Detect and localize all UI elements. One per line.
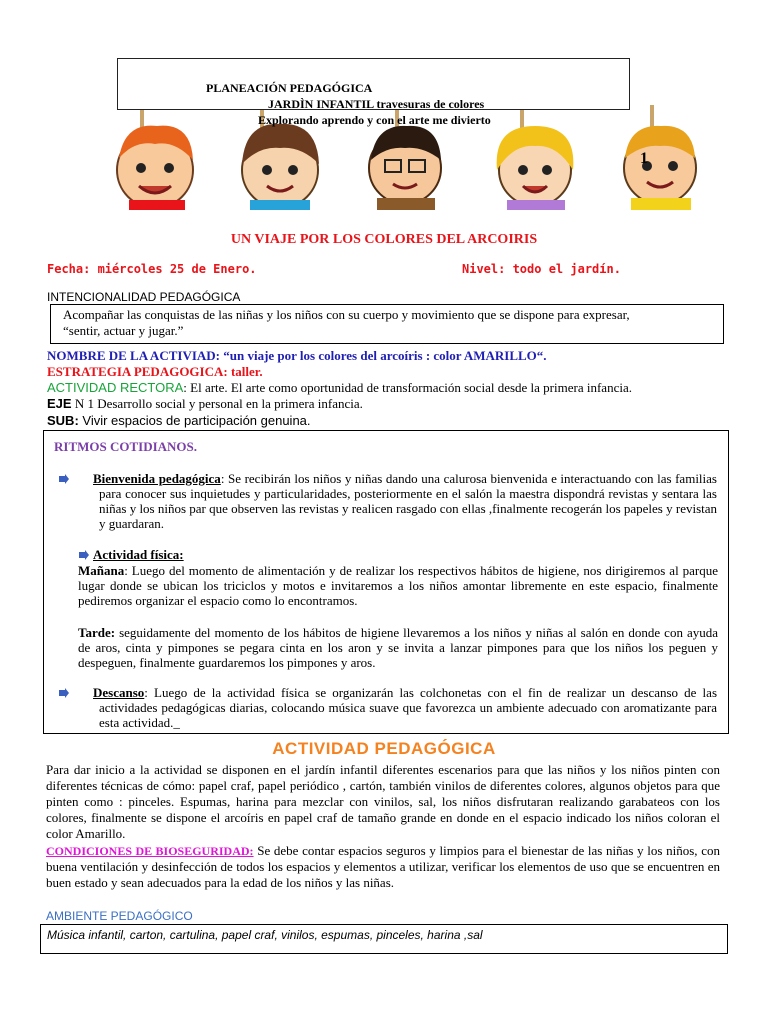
eje-text: N 1 Desarrollo social y personal en la primera infancia.: [71, 396, 363, 411]
actividad-pedagogica-title: ACTIVIDAD PEDAGÓGICA: [272, 739, 496, 758]
ambiente-label: AMBIENTE PEDAGÓGICO: [46, 909, 193, 923]
actividad-rectora: [47, 380, 632, 396]
fisica-label: Actividad física:: [93, 547, 184, 562]
intencionalidad-label: INTENCIONALIDAD PEDAGÓGICA: [47, 290, 241, 304]
page-title: UN VIAJE POR LOS COLORES DEL ARCOIRIS: [230, 232, 538, 247]
arrow-bullet-icon: [79, 548, 89, 558]
eje-label: EJE: [47, 396, 72, 411]
descanso-paragraph: [93, 685, 717, 730]
fisica-heading: [79, 547, 184, 563]
ambiente-box: [40, 924, 728, 954]
arrow-bullet-icon: [79, 472, 89, 482]
actividad-rectora-label: ACTIVIDAD RECTORA: [47, 380, 184, 395]
banner-line-3: Explorando aprendo y con el arte me divierto: [258, 113, 491, 127]
bienvenida-label: Bienvenida pedagógica: [93, 471, 221, 486]
page-number: 1: [640, 150, 648, 167]
actividad-rectora-text: : El arte. El arte como oportunidad de transformación social desde la primera infancia.: [183, 380, 632, 395]
tarde-label: Tarde:: [78, 625, 116, 640]
tarde-paragraph: [78, 625, 718, 670]
eje: [47, 396, 363, 412]
banner-line-2: JARDÌN INFANTIL travesuras de colores: [268, 97, 485, 111]
manana-text: : Luego del momento de alimentación y de realizar los respectivos hábitos de higiene, nos dirigiremos al parque lugar donde se ubican los triciclos y motos e invitaremos a los niños amontar libremente en este espacio, finalmente pediremos organizar el espacio como lo encontramos.: [78, 563, 718, 608]
estrategia: ESTRATEGIA PEDAGOGICA: taller.: [47, 364, 263, 379]
actividad-pedagogica-text: Para dar inicio a la actividad se disponen en el jardín infantil diferentes escenarios para que las niños y los niños pinten con diferentes técnicas de cómo: papel craf, papel periódico , cartón, también vinilos de diferentes colores, algunos objetos para que pinten como : pinceles. Espumas, harina para mezclar con vinilos, sal, los niños disfrutaran realizando garabateos con los colores, finalmente se dispone el arcoíris en papel craf de tamaño grande en donde en el espacio indicado los niños coloran el color Amarillo.: [46, 762, 720, 841]
sub: [47, 413, 311, 428]
nombre-actividad: NOMBRE DE LA ACTIVIAD: “un viaje por los colores del arcoíris : color AMARILLO“.: [47, 348, 547, 363]
manana-paragraph: [78, 563, 718, 608]
ritmos-title: RITMOS COTIDIANOS.: [54, 439, 198, 454]
descanso-label: Descanso: [93, 685, 145, 700]
nivel: Nivel: todo el jardín.: [462, 262, 621, 276]
arrow-bullet-icon: [79, 686, 89, 696]
banner-line-1: PLANEACIÓN PEDAGÓGICA: [206, 81, 373, 95]
sub-label: SUB:: [47, 413, 79, 428]
banner-title-box: [117, 58, 630, 110]
sub-text: Vivir espacios de participación genuina.: [78, 413, 311, 428]
intencionalidad-box: [50, 304, 724, 344]
ritmos-box: [43, 430, 729, 734]
bioseguridad-label: CONDICIONES DE BIOSEGURIDAD:: [46, 844, 254, 858]
intencionalidad-text-2: “sentir, actuar y jugar.”: [63, 323, 184, 338]
tarde-text: seguidamente del momento de los hábitos de higiene llevaremos a los niños y niñas al salón en donde con ayuda de aros, cinta y pimpones se pegara cinta en los aron y se invita a lanzar pimpones para que los niños los peguen y despeguen, finalmente guardaremos los pimpones y aros.: [78, 625, 718, 670]
bienvenida-paragraph: [93, 471, 718, 531]
intencionalidad-text-1: Acompañar las conquistas de las niñas y los niños con su cuerpo y movimiento que se dispone para expresar,: [63, 307, 630, 322]
descanso-text: : Luego de la actividad física se organizarán las colchonetas con el fin de realizar un descanso de las actividades pedagógicas diarias, colocando música suave que favorezca un ambiente adecuado con aromatizante para esta actividad._: [99, 685, 717, 730]
bioseguridad-text: Se debe contar espacios seguros y limpios para el bienestar de las niñas y los niños, con buena ventilación y desinfección de todos los espacios y elementos a utilizar, verificar los elementos de uso que se encuentren en buen estado y sean adecuados para la edad de los niños y las niñas.: [46, 843, 720, 890]
bioseguridad-paragraph: [46, 843, 720, 891]
manana-label: Mañana: [78, 563, 125, 578]
ambiente-text: Música infantil, carton, cartulina, papel craf, vinilos, espumas, pinceles, harina ,sal: [47, 928, 483, 942]
fecha: Fecha: miércoles 25 de Enero.: [47, 262, 257, 276]
bienvenida-text: : Se recibirán los niños y niñas dando una calurosa bienvenida e interactuando con las familias para conocer sus inquietudes y particularidades, posteriormente en el salón la maestra dispondrá revistas y sentara las niñas y los niños par que observen las revistas y realicen rasgado con ellas ,finalmente recogerán los papeles y revistan y guardaran.: [99, 471, 718, 531]
